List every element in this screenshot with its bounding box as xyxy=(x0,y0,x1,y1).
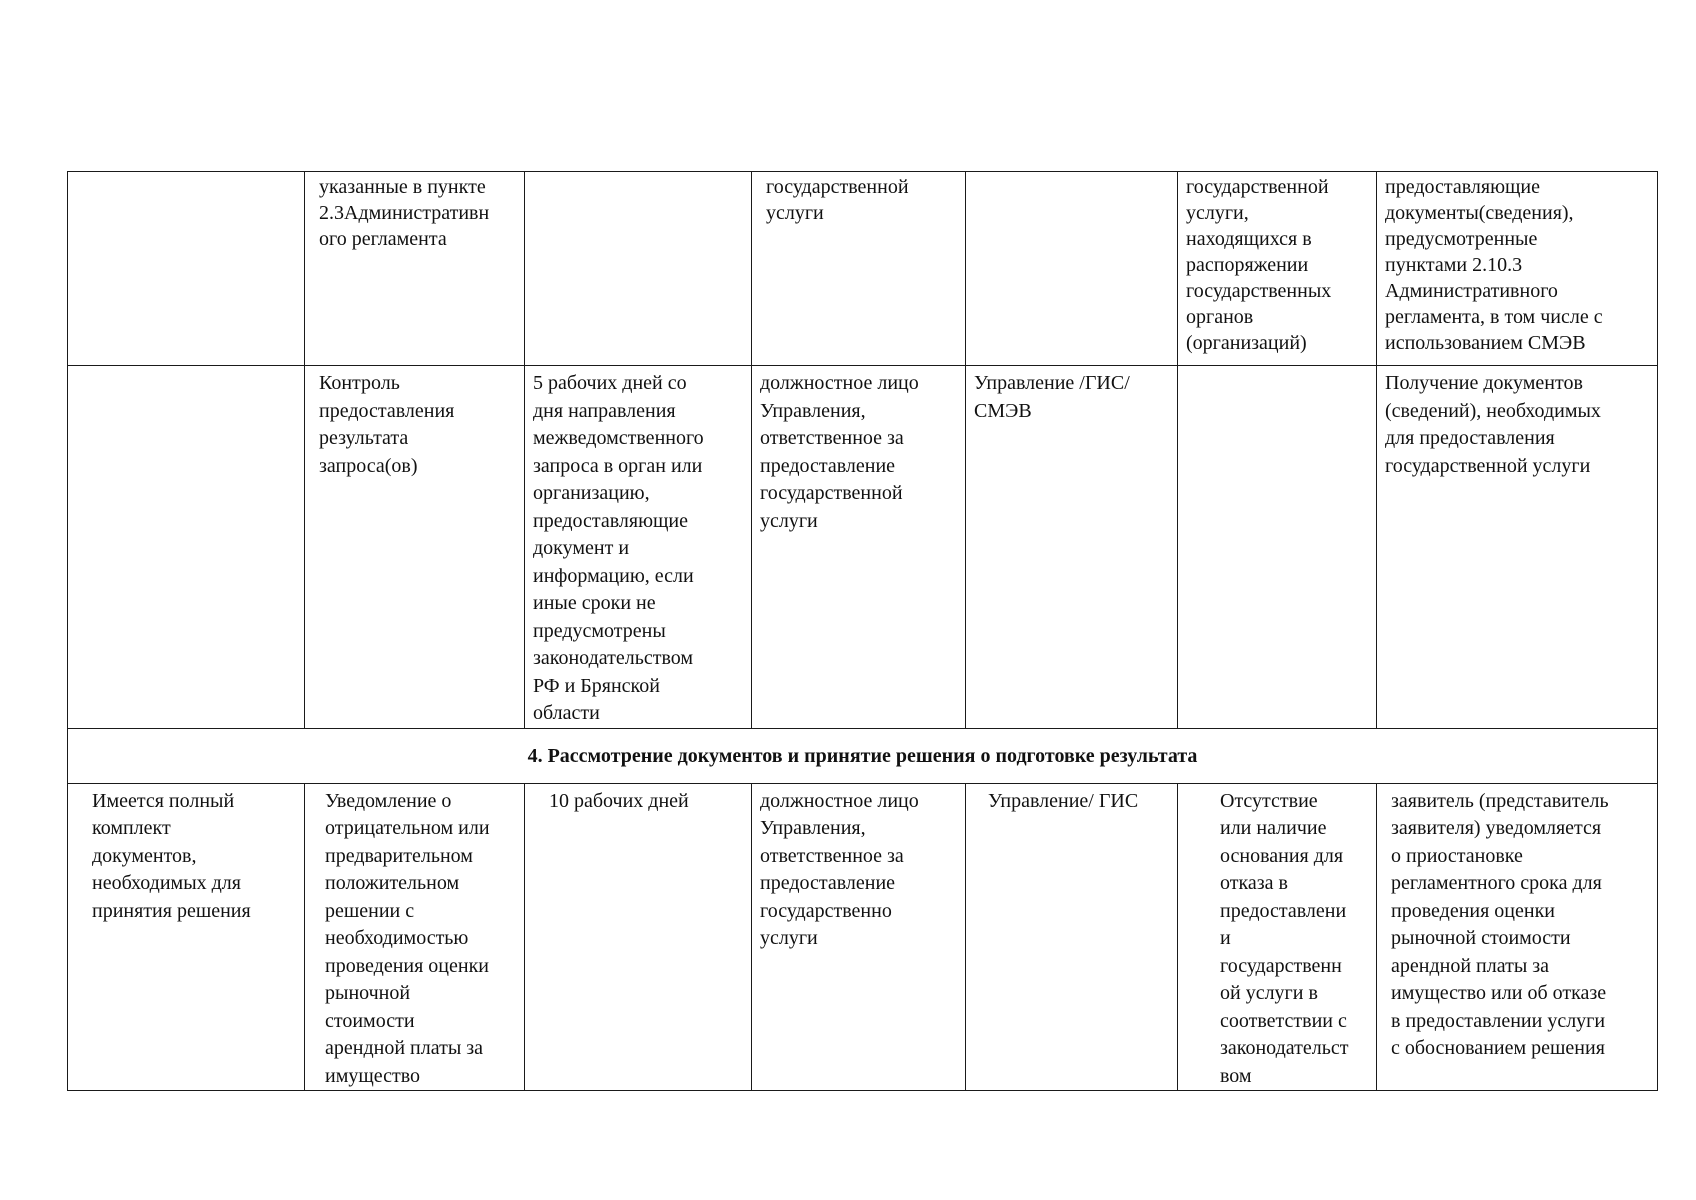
cell-text: 5 рабочих дней со дня направления межведомственного запроса в орган или организацию, предоставляющие документ и информацию, если иные сроки не предусмотрены законодательством РФ и Брянской области xyxy=(533,372,704,724)
table-cell xyxy=(752,172,966,366)
cell-text: Отсутствие или наличие основания для отказа в предоставлени и государственн ой услуги в соответствии с законодательст вом xyxy=(1220,789,1349,1087)
cell-text: Контроль предоставления результата запроса(ов) xyxy=(319,372,455,477)
cell-text: Получение документов (сведений), необходимых для предоставления государственной услуги xyxy=(1385,372,1601,477)
table-cell xyxy=(305,783,525,1091)
table-cell xyxy=(68,366,305,729)
cell-text: должностное лицо Управления, ответственное за предоставление государственной услуги xyxy=(760,372,919,532)
cell-text: 10 рабочих дней xyxy=(549,789,689,812)
table-cell xyxy=(68,172,305,366)
table-cell xyxy=(1377,172,1658,366)
table-row xyxy=(68,172,1658,366)
table-cell xyxy=(1377,783,1658,1091)
table-cell xyxy=(525,172,752,366)
cell-text: должностное лицо Управления, ответственное за предоставление государственно услуги xyxy=(760,789,919,949)
cell-text: предоставляющие документы(сведения), предусмотренные пунктами 2.10.3 Административного регламента, в том числе с использованием СМЭВ xyxy=(1385,176,1603,354)
table-cell xyxy=(752,366,966,729)
table-cell xyxy=(752,783,966,1091)
cell-text: Уведомление о отрицательном или предварительном положительном решении с необходимостью проведения оценки рыночной стоимости арендной платы за имущество xyxy=(325,789,490,1087)
table-row xyxy=(68,728,1658,783)
table-cell xyxy=(525,366,752,729)
table-cell xyxy=(68,783,305,1091)
cell-text: Имеется полный комплект документов, необходимых для принятия решения xyxy=(92,789,251,922)
procedure-table xyxy=(67,171,1658,1091)
table-cell xyxy=(966,783,1178,1091)
table-row xyxy=(68,366,1658,729)
cell-text: государственной услуги, находящихся в распоряжении государственных органов (организаций) xyxy=(1186,176,1332,354)
section-heading: 4. Рассмотрение документов и принятие решения о подготовке результата xyxy=(68,728,1658,783)
table-cell xyxy=(966,172,1178,366)
table-cell xyxy=(1178,172,1377,366)
cell-text: заявитель (представитель заявителя) уведомляется о приостановке регламентного срока для проведения оценки рыночной стоимости арендной платы за имущество или об отказе в предоставлении услуги с обоснованием решения xyxy=(1391,789,1609,1059)
table-cell xyxy=(1178,366,1377,729)
table-cell xyxy=(525,783,752,1091)
table-cell xyxy=(305,366,525,729)
table-cell xyxy=(1377,366,1658,729)
table-row xyxy=(68,783,1658,1091)
table-cell xyxy=(305,172,525,366)
cell-text: Управление /ГИС/ СМЭВ xyxy=(974,372,1130,422)
cell-text: государственной услуги xyxy=(766,176,909,224)
table-cell xyxy=(1178,783,1377,1091)
cell-text: указанные в пункте 2.3Административн ого регламента xyxy=(319,176,490,250)
table-cell xyxy=(966,366,1178,729)
cell-text: Управление/ ГИС xyxy=(988,789,1139,812)
